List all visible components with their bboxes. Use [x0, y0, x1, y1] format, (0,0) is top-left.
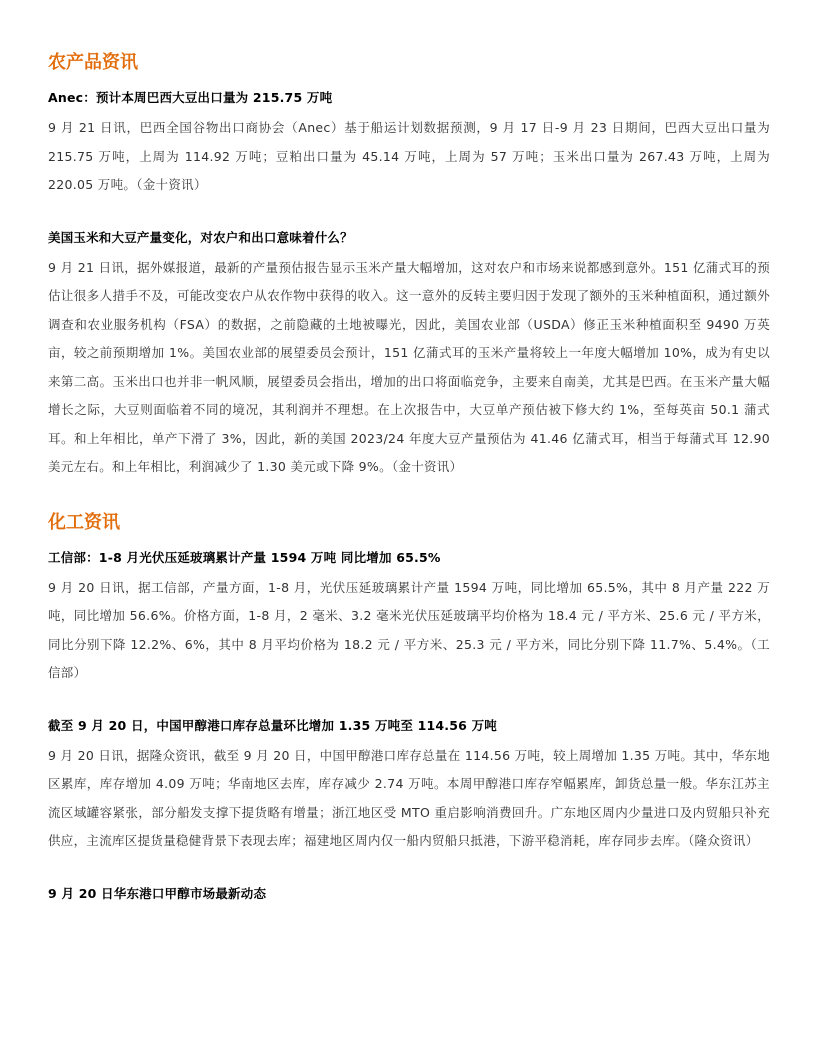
article-item: [48, 88, 770, 200]
article-body: 9 月 20 日讯，据隆众资讯，截至 9 月 20 日，中国甲醇港口库存总量在 114.56 万吨，较上周增加 1.35 万吨。其中，华东地区累库，库存增加 4.09 万吨；华南地区去库，库存减少 2.74 万吨。本周甲醇港口库存窄幅累库，卸货总量一般。华东江苏主流区域罐容紧张，部分船发支撑下提货略有增量；浙江地区受 MTO 重启影响消费回升。广东地区周内少量进口及内贸船只补充供应，主流库区提货量稳健背景下表现去库；福建地区周内仅一船内贸船只抵港，下游平稳消耗，库存同步去库。（隆众资讯）: [48, 747, 770, 848]
section-title: 农产品资讯: [48, 52, 138, 73]
article-title: 截至 9 月 20 日，中国甲醇港口库存总量环比增加 1.35 万吨至 114.56 万吨: [48, 717, 497, 733]
article-body: 9 月 21 日讯，据外媒报道，最新的产量预估报告显示玉米产量大幅增加，这对农户和市场来说都感到意外。151 亿蒲式耳的预估让很多人措手不及，可能改变农户从农作物中获得的收入。这一意外的反转主要归因于发现了额外的玉米种植面积，通过额外调查和农业服务机构（FSA）的数据，之前隐藏的土地被曝光，因此，美国农业部（USDA）修正玉米种植面积至 9490 万英亩，较之前预期增加 1%。美国农业部的展望委员会预计，151 亿蒲式耳的玉米产量将较上一年度大幅增加 10%，成为有史以来第二高。玉米出口也并非一帆风顺，展望委员会指出，增加的出口将面临竞争，主要来自南美，尤其是巴西。在玉米产量大幅增长之际，大豆则面临着不同的境况，其利润并不理想。在上次报告中，大豆单产预估被下修大约 1%，至每英亩 50.1 蒲式耳。和上年相比，单产下滑了 3%，因此，新的美国 2023/24 年度大豆产量预估为 41.46 亿蒲式耳，相当于每蒲式耳 12.90 美元左右。和上年相比，利润减少了 1.30 美元或下降 9%。（金十资讯）: [48, 259, 770, 474]
article-title: 9 月 20 日华东港口甲醇市场最新动态: [48, 885, 267, 901]
article-title: 工信部：1-8 月光伏压延玻璃累计产量 1594 万吨 同比增加 65.5%: [48, 549, 441, 565]
article-item: [48, 548, 770, 688]
article-title: 美国玉米和大豆产量变化，对农户和出口意味着什么？: [48, 229, 353, 245]
document-page: [48, 50, 770, 932]
article-title: Anec：预计本周巴西大豆出口量为 215.75 万吨: [48, 90, 333, 105]
article-body: 9 月 20 日讯，据工信部，产量方面，1-8 月，光伏压延玻璃累计产量 1594 万吨，同比增加 65.5%，其中 8 月产量 222 万吨，同比增加 56.6%。价格方面，1-8 月，2 毫米、3.2 毫米光伏压延玻璃平均价格为 18.4 元 / 平方米、25.6 元 / 平方米，同比分别下降 12.2%、6%，其中 8 月平均价格为 18.2 元 / 平方米、25.3 元 / 平方米，同比分别下降 11.7%、5.4%。（工信部）: [48, 579, 770, 680]
article-item: [48, 716, 770, 856]
section-title: 化工资讯: [48, 511, 120, 533]
section-agri-news: [48, 50, 770, 482]
section-chem-news: [48, 510, 770, 904]
article-item: [48, 228, 770, 482]
article-item: [48, 884, 770, 904]
article-body: 9 月 21 日讯，巴西全国谷物出口商协会（Anec）基于船运计划数据预测，9 月 17 日-9 月 23 日期间，巴西大豆出口量为 215.75 万吨，上周为 114.92 万吨；豆粕出口量为 45.14 万吨，上周为 57 万吨；玉米出口量为 267.43 万吨，上周为 220.05 万吨。（金十资讯）: [48, 120, 770, 192]
